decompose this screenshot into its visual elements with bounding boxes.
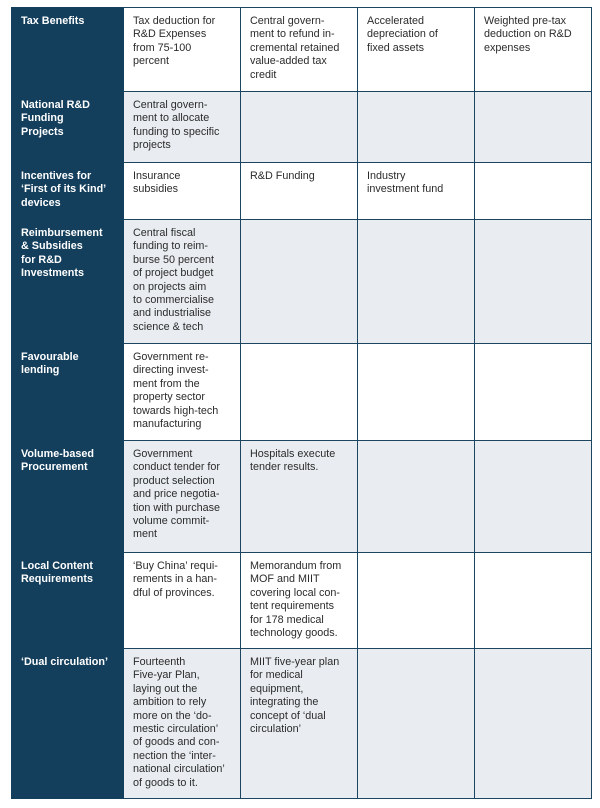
table-cell — [358, 553, 475, 649]
policy-measures-table — [11, 7, 592, 799]
table-row-first-of-its-kind — [12, 163, 592, 220]
table-cell — [475, 649, 592, 799]
row-label-dual-circulation: ‘Dual circulation’ — [12, 649, 124, 799]
row-label-reimbursement-subsidies: Reimbursement & Subsidies for R&D Investments — [12, 220, 124, 344]
table-row-dual-circulation — [12, 649, 592, 799]
table-cell: Memorandum from MOF and MIIT covering local con- tent requirements for 178 medical technology goods. — [241, 553, 358, 649]
table-cell — [475, 92, 592, 163]
table-cell — [475, 441, 592, 553]
table-cell — [475, 553, 592, 649]
table-cell: R&D Funding — [241, 163, 358, 220]
table-row-favourable-lending — [12, 344, 592, 441]
row-label-favourable-lending: Favourable lending — [12, 344, 124, 441]
table-cell — [241, 92, 358, 163]
table-cell — [475, 163, 592, 220]
table-cell: Central fiscal funding to reim- burse 50 percent of project budget on projects aim to commercialise and industrialise science & tech — [124, 220, 241, 344]
table-cell: Central govern- ment to refund in- cremental retained value-added tax credit — [241, 8, 358, 92]
table-cell — [241, 220, 358, 344]
table-cell — [358, 92, 475, 163]
table-row-reimbursement-subsidies — [12, 220, 592, 344]
table-cell: ‘Buy China’ requi- rements in a han- dful of provinces. — [124, 553, 241, 649]
table-cell: Fourteenth Five-yar Plan, laying out the ambition to rely more on the ‘do- mestic circulation’ of goods and con- nection the ‘inter- national circulation’ of goods to it. — [124, 649, 241, 799]
row-label-first-of-its-kind: Incentives for ‘First of its Kind’ devices — [12, 163, 124, 220]
table-cell: Government re- directing invest- ment from the property sector towards high-tech manufacturing — [124, 344, 241, 441]
table-cell — [475, 220, 592, 344]
table-cell: Industry investment fund — [358, 163, 475, 220]
table-cell: Government conduct tender for product selection and price negotia- tion with purchase volume commit- ment — [124, 441, 241, 553]
row-label-local-content: Local Content Requirements — [12, 553, 124, 649]
table-row-tax-benefits — [12, 8, 592, 92]
table-cell: Weighted pre-tax deduction on R&D expenses — [475, 8, 592, 92]
row-label-volume-procurement: Volume-based Procurement — [12, 441, 124, 553]
table-row-volume-procurement — [12, 441, 592, 553]
table-cell — [358, 344, 475, 441]
table-cell — [358, 649, 475, 799]
table-cell: Hospitals execute tender results. — [241, 441, 358, 553]
table-cell: Central govern- ment to allocate funding to specific projects — [124, 92, 241, 163]
table-cell: MIIT five-year plan for medical equipment, integrating the concept of ‘dual circulation’ — [241, 649, 358, 799]
table-cell: Tax deduction for R&D Expenses from 75-100 percent — [124, 8, 241, 92]
table-cell — [358, 220, 475, 344]
row-label-tax-benefits: Tax Benefits — [12, 8, 124, 92]
table-row-local-content — [12, 553, 592, 649]
table-cell — [358, 441, 475, 553]
table-cell — [241, 344, 358, 441]
row-label-national-rd-funding: National R&D Funding Projects — [12, 92, 124, 163]
table-cell: Accelerated depreciation of fixed assets — [358, 8, 475, 92]
table-row-national-rd-funding — [12, 92, 592, 163]
table-cell: Insurance subsidies — [124, 163, 241, 220]
table-cell — [475, 344, 592, 441]
